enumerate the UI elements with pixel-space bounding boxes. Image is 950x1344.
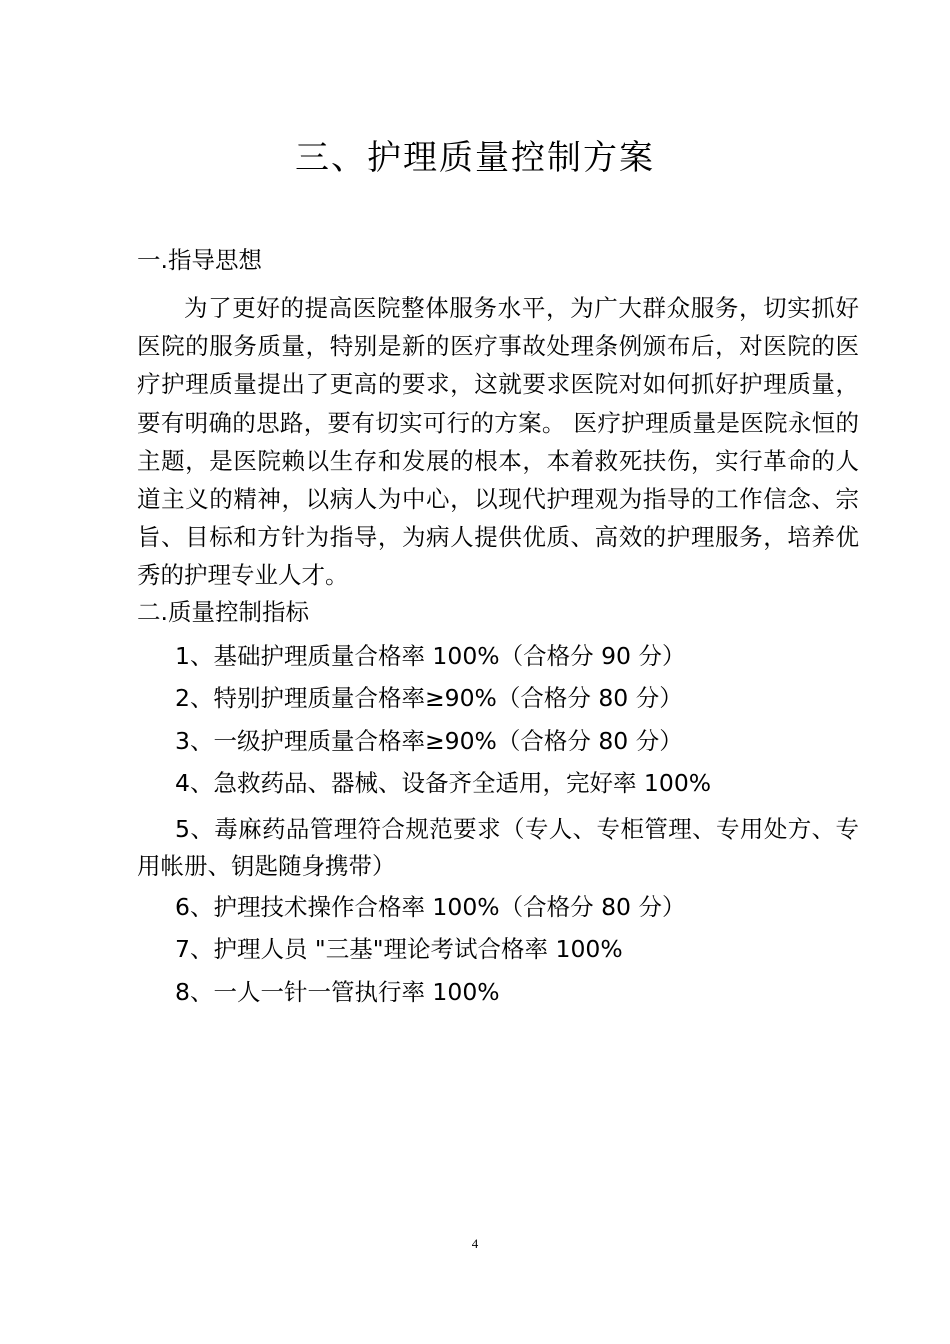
- indicator-item: 3、一级护理质量合格率≥90%（合格分 80 分）: [175, 726, 683, 755]
- section-heading-guiding-ideology: 一.指导思想: [137, 246, 262, 274]
- indicator-item: 6、护理技术操作合格率 100%（合格分 80 分）: [175, 892, 686, 921]
- document-body: [137, 243, 859, 1013]
- indicator-item: 8、一人一针一管执行率 100%: [175, 977, 500, 1006]
- indicator-item: 4、急救药品、器械、设备齐全适用，完好率 100%: [175, 769, 712, 798]
- indicator-item: 5、毒麻药品管理符合规范要求（专人、专柜管理、专用处方、专用帐册、钥匙随身携带）: [137, 814, 859, 880]
- indicator-item: 1、基础护理质量合格率 100%（合格分 90 分）: [175, 641, 686, 670]
- indicator-item: 2、特别护理质量合格率≥90%（合格分 80 分）: [175, 684, 683, 713]
- page-title: 三、护理质量控制方案: [295, 138, 655, 178]
- quality-indicator-list: [137, 635, 859, 1014]
- guiding-ideology-paragraph: 为了更好的提高医院整体服务水平，为广大群众服务，切实抓好医院的服务质量，特别是新的医疗事故处理条例颁布后，对医院的医疗护理质量提出了更高的要求，这就要求医院对如何抓好护理质量，要有明确的思路，要有切实可行的方案。 医疗护理质量是医院永恒的主题，是医院赖以生存和发展的根本，本着救死扶伤，实行革命的人道主义的精神，以病人为中心，以现代护理观为指导的工作信念、宗旨、目标和方针为指导，为病人提供优质、高效的护理服务，培养优秀的护理专业人才。: [137, 294, 859, 590]
- section-heading-quality-indicators: 二.质量控制指标: [137, 597, 309, 626]
- indicator-item: 7、护理人员 "三基"理论考试合格率 100%: [175, 935, 623, 964]
- page-number: 4: [471, 1236, 479, 1251]
